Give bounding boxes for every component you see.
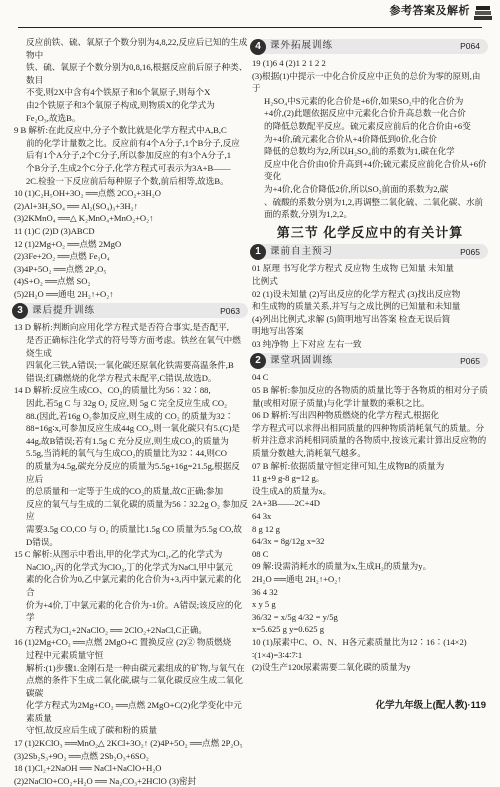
- section-title: 第三节 化学反应中的有关计算: [276, 224, 464, 240]
- section-label: 课堂巩固训练: [270, 354, 334, 366]
- text-line: 价为+4价,丁中氯元素的化合价为-1价。A错误;该反应的化学: [26, 599, 243, 623]
- text-line: 07 B 解析:依据质量守恒定律可知,生成物B的质量为: [252, 460, 445, 471]
- question-08: 08 C: [252, 548, 269, 559]
- text-line: H₂SO₄中S元素的化合价是+6价,如果SO₂中的化合价为: [264, 95, 464, 106]
- section-banner-4: [252, 39, 488, 54]
- books-icon: [472, 2, 494, 24]
- question-09: [252, 560, 488, 636]
- text-line: Fe₂O₃,故选B。: [26, 112, 81, 123]
- section-banner-3: [14, 303, 248, 318]
- text-line: x=5.625 g y=0.625 g: [252, 624, 324, 635]
- text-line: 是否正确标注化学式的符号等方面考虑。铁丝在氧气中燃烧生成: [26, 335, 241, 358]
- text-line: 88.(因此,若16g O₂参加反应,则生成的 CO₂ 的质量为32∶: [26, 410, 234, 421]
- text-line: 析并注意求消耗相同质量的各物质中,按该元素计算出反应物的: [252, 435, 487, 446]
- question-03: 03 纯净物 上下对应 左右一致: [252, 338, 362, 349]
- text-line: 四氧化三铁,A错误;一氧化碳还原氧化铁需要高温条件,B: [26, 360, 234, 371]
- text-line: +4价,(2)此题依据反应中元素化合价升高总数一化合价: [264, 108, 466, 119]
- question-04: 04 C: [252, 372, 269, 383]
- text-line: 8 g 12 g: [252, 523, 280, 534]
- question-12: [14, 238, 248, 301]
- section-banner-2: [252, 353, 488, 368]
- section-number: 1: [250, 244, 266, 260]
- q8-continued: [14, 36, 248, 124]
- text-line: 2H₂O ══通电 2H₂↑+O₂↑: [252, 573, 342, 584]
- section-page-code: P065: [460, 246, 480, 257]
- text-line: 64/3x = 8g/12g x=32: [252, 536, 325, 547]
- text-line: 的降低总数配平反应。硫元素反应前后的化合价由+6变: [264, 120, 471, 131]
- text-line: (4)列出比例式,求解 (5)简明地写出答案 检查无误后简: [252, 313, 451, 324]
- text-line: (3)4P+5O₂ ══点燃 2P₂O₅: [14, 263, 107, 274]
- text-line: 化学方程式为2Mg+CO₂ ══点燃 2MgO+C(2)化学变化中元素质量: [26, 700, 242, 723]
- text-line: 点燃的条件下生成二氧化碳,碳与二氧化碳反应生成二氧化碳碳: [26, 675, 243, 698]
- text-line: 36 4 32: [252, 586, 278, 597]
- header-rule: [18, 27, 482, 28]
- text-line: ∶(1×4)=3∶4∶7∶1: [252, 649, 303, 660]
- left-column: [14, 36, 248, 787]
- question-07: [252, 460, 488, 548]
- text-line: 量(或相对原子质量)与化学计量数的乘积之比。: [252, 397, 430, 408]
- text-line: 反应中化合价由0价升高到+4价;硫元素反应前化合价从+6价变化: [264, 158, 487, 182]
- text-line: 质量分数越大,消耗氧气越多。: [252, 448, 366, 459]
- section-page-code: P065: [460, 355, 480, 366]
- text-line: 16 (1)2Mg+CO₂ ══点燃 2MgO+C 置换反应 (2)② 物质燃烧: [14, 637, 232, 648]
- footer-label: 化学九年级上(配人教)·119: [375, 700, 486, 711]
- header-title: 参考答案及解析: [389, 5, 470, 17]
- section-label: 课后提升训练: [32, 304, 96, 316]
- text-line: 方程式为Cl₂+2NaClO₂ ══ 2ClO₂+2NaCl,C正确。: [26, 624, 208, 635]
- text-line: 错误;红磷燃烧的化学方程式未配平,C错误,故选D。: [26, 372, 217, 383]
- question-19: [252, 57, 488, 221]
- section-number: 3: [12, 303, 28, 319]
- text-line: 守恒,故反应后生成了碳和粉的质量: [26, 725, 158, 736]
- text-line: 14 D 解析:反应生成CO、CO₂的质量比为56∶32∶88,: [14, 385, 211, 396]
- question-01: [252, 262, 488, 287]
- text-line: 素的化合价为0,乙中氯元素的化合价为+3,丙中氯元素的化合: [26, 574, 242, 597]
- section-page-code: P063: [220, 305, 240, 316]
- text-line: 铁、硫、氧原子个数分别为0,8,16,根据反应前后原子种类、数目: [26, 62, 248, 85]
- text-line: 09 解:设需消耗水的质量为x,生成H₂的质量为y。: [252, 561, 432, 572]
- text-line: (4)S+O₂ ══点燃 SO₂: [14, 276, 91, 287]
- question-9: [14, 124, 248, 187]
- text-line: 明地写出答案: [252, 326, 304, 337]
- text-line: 13 D 解析:判断向应用化学方程式是否符合事实,是否配平,: [14, 322, 229, 333]
- section-page-code: P064: [460, 41, 480, 52]
- text-line: (2)设生产120t尿素需要二氧化碳的质量为y: [252, 662, 411, 673]
- text-line: 过程中元素质量守恒: [26, 649, 104, 660]
- text-line: 、硫酸的系数分别为1,2,再调整二氧化硫、二氧化碳、水前: [264, 196, 484, 207]
- text-line: 36/32 = x/5g 4/32 = y/5g: [252, 611, 338, 622]
- text-line: (3)2Sb₂S₃+9O₂ ══点燃 2Sb₂O₃+6SO₂: [14, 750, 149, 761]
- question-11: 11 (1)C (2)D (3)ABCD: [14, 225, 95, 236]
- question-17: [14, 737, 248, 762]
- text-line: 10 (1)C₂H₅OH+3O₂ ══点燃 2CO₂+3H₂O: [14, 188, 161, 199]
- text-line: (3)2KMnO₄ ══△ K₂MnO₄+MnO₂+O₂↑: [14, 213, 154, 224]
- text-line: 44g,故B错误;若有1.5g C 充分反应,则生成CO₂的质量为: [26, 435, 229, 446]
- section-label: 课前自主预习: [270, 245, 334, 257]
- question-16: [14, 636, 248, 737]
- text-line: 的总质量和一定等于生成的CO₂的质量,故C正确;参加: [26, 486, 224, 497]
- text-line: 面的系数,分别为1,2,2。: [264, 209, 353, 220]
- text-line: x y 5 g: [252, 599, 276, 610]
- text-line: 解析:(1)步骤1.金刚石是一种由碳元素组成的矿物,与氧气在: [26, 662, 245, 673]
- question-15: [14, 548, 248, 636]
- text-line: 需要3.5g CO,CO 与 O₂ 的质量比1.5g CO 质量为5.5g CO,故: [26, 523, 242, 534]
- text-line: 降低的总数均为2,所以H₂SO₄前的系数为1,碳在化学: [264, 146, 455, 157]
- text-line: 19 (1)6 4 (2)1 2 1 2 2: [252, 58, 326, 68]
- text-line: 11 g+9 g-8 g=12 g。: [252, 473, 325, 484]
- text-line: NaClO₂,丙的化学式为ClO₂,丁的化学式为NaCl,甲中氯元: [26, 561, 233, 572]
- right-column: [252, 36, 488, 674]
- question-18: [14, 762, 248, 787]
- text-line: 反应的氧气与生成的二氧化碳的质量为56∶32.2g O₂ 参加反应: [26, 498, 248, 522]
- text-line: 5.5g,当消耗的氧气与生成CO₂的质量比为32∶44,则CO: [26, 448, 227, 459]
- text-line: 后有1个A分子,2个C分子,所以参加反应的有3个A分子,1: [26, 150, 232, 161]
- text-line: (3)根据(1)中提示一中化合价反应中正负的总价为零的原则,由于: [252, 70, 481, 94]
- text-line: 个B分子,生成2个C分子,化学方程式可表示为3A+B——: [26, 162, 231, 173]
- text-line: 88=16g∶x,可参加反应生成44g CO₂,则一氧化碳只有5.(C)是: [26, 423, 240, 434]
- question-02: [252, 288, 488, 338]
- text-line: 不变,则2X中含有4个铁原子和6个氧原子,则每个X: [26, 87, 211, 98]
- text-line: 15 C 解析:从图示中看出,甲的化学式为Cl₂,乙的化学式为: [14, 549, 223, 560]
- text-line: 06 D 解析:写出四种物质燃烧的化学方程式,根据化: [252, 410, 439, 421]
- text-line: (5)2H₂O ══通电 2H₂↑+O₂↑: [14, 288, 114, 299]
- text-line: 前的化学计量数之比。反应前有4个A分子,1个B分子,反应: [26, 137, 240, 148]
- text-line: 64 3x: [252, 511, 272, 521]
- section-banner-1: [252, 244, 488, 259]
- text-line: 01 原理 书写化学方程式 反应物 生成物 已知量 未知量: [252, 263, 454, 274]
- text-line: 2A+3B——2C+4D: [252, 498, 320, 509]
- question-05: [252, 384, 488, 409]
- text-line: 18 (1)Cl₂+2NaOH ══ NaCl+NaClO+H₂O: [14, 763, 162, 774]
- text-line: 12 (1)2Mg+O₂ ══点燃 2MgO: [14, 238, 122, 249]
- text-line: 为+4价,化合价降低2价,所以SO₂前面的系数为2,碳: [264, 183, 449, 194]
- question-06: [252, 409, 488, 459]
- page-header: [0, 0, 500, 34]
- text-line: 反应前铁、硫、氧原子个数分别为4,8,22,反应后已知的生成物中: [26, 37, 248, 60]
- text-line: 10 (1)尿素中C、O、N、H各元素质量比为12∶16∶(14×2): [252, 636, 467, 647]
- section-label: 课外拓展训练: [270, 40, 334, 52]
- section-number: 2: [250, 353, 266, 369]
- text-line: 设生成A的质量为x。: [252, 485, 332, 496]
- text-line: 和生成物的质量关系,并写与之成比例的已知量和未知量: [252, 301, 461, 312]
- text-line: (2)Al+3H₂SO₄ ══ Al₂(SO₄)₃+3H₂↑: [14, 200, 138, 211]
- question-10-right: [252, 636, 488, 674]
- question-13: [14, 321, 248, 384]
- question-14: [14, 384, 248, 548]
- text-line: D错误。: [26, 536, 58, 547]
- section-number: 4: [250, 39, 266, 55]
- text-line: 9 B 解析:在此反应中,分子个数比就是化学方程式中A,B,C: [14, 125, 227, 136]
- question-10: [14, 187, 248, 225]
- text-line: 的质量为4.5g,碳充分反应的质量为5.5g+16g=21.5g,根据反应后: [26, 461, 240, 484]
- text-line: 02 (1)设未知量 (2)写出反应的化学方程式 (3)找出反应物: [252, 288, 461, 299]
- text-line: 由2个铁原子和3个氧原子构成,则物质X的化学式为: [26, 99, 215, 110]
- text-line: 05 B 解析:参加反应的各物质的质量比等于各物质的相对分子质: [252, 385, 488, 396]
- text-line: (2)3Fe+2O₂ ══点燃 Fe₃O₄: [14, 251, 110, 262]
- text-line: 学方程式可以求得出相同质量的四种物质消耗氧气的质量。分: [252, 422, 485, 433]
- text-line: 比例式: [252, 275, 278, 286]
- text-line: 因此,若5g C 与 32g O₂ 反应,则 5g C 完全反应生成 CO₂: [26, 398, 228, 409]
- text-line: 2C.检验一下反应前后每种原子个数,前后相等,故选B。: [26, 175, 229, 186]
- text-line: (2)2NaClO+CO₂+H₂O ══ Na₂CO₃+2HClO (3)密封: [14, 775, 197, 786]
- page-footer: [0, 700, 500, 715]
- text-line: 为+4价,硫元素化合价从+4价降低到0价,化合价: [264, 133, 437, 144]
- text-line: 17 (1)2KClO₃ ══MnO₂△ 2KCl+3O₂↑ (2)4P+5O₂ ══点燃 2P₂O₅: [14, 738, 243, 749]
